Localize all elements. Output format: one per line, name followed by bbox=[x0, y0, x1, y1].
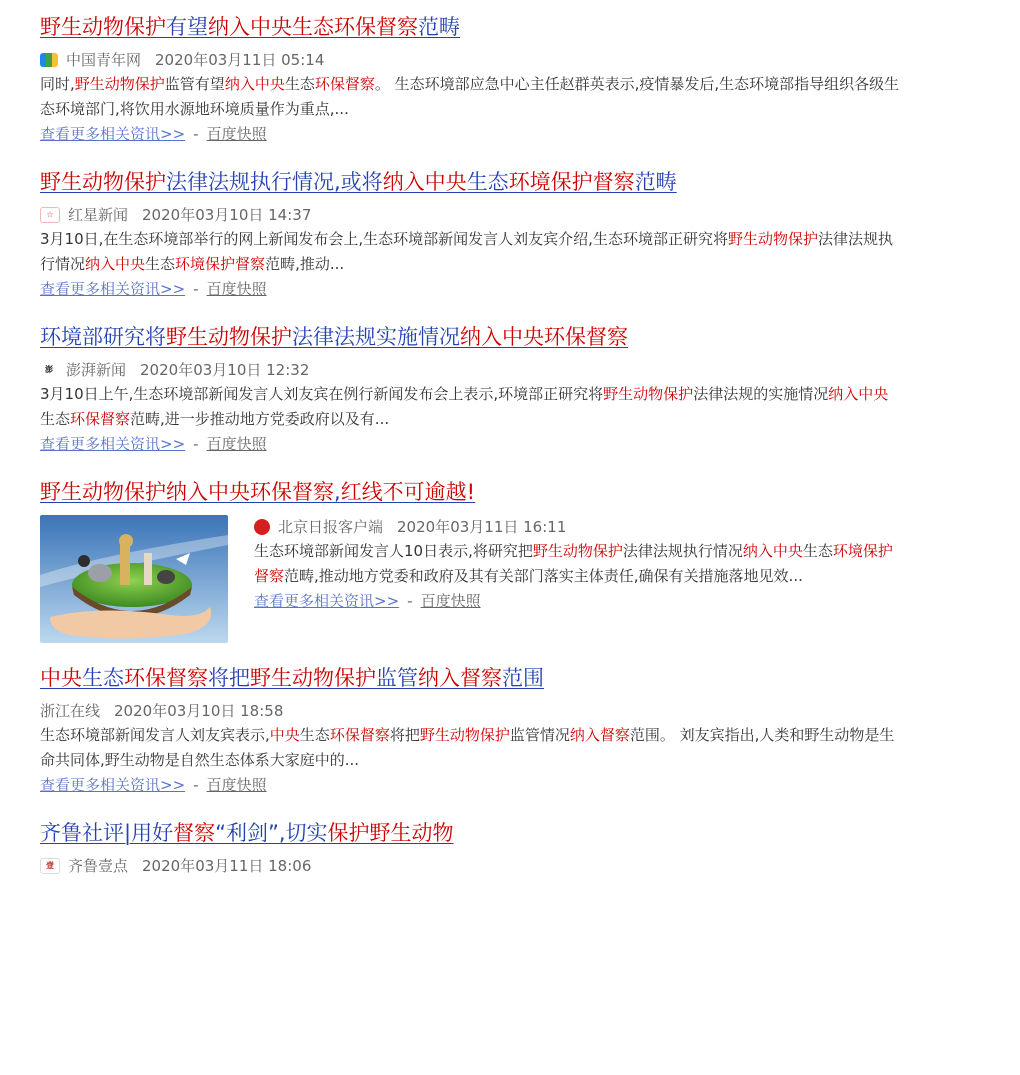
more-news-link[interactable]: 查看更多相关资讯>> bbox=[40, 125, 186, 143]
abstract-segment: 纳入中央 bbox=[742, 542, 803, 560]
qlyd-logo-icon: 壹 bbox=[40, 858, 60, 874]
title-segment: , bbox=[334, 480, 341, 504]
title-segment: 法律法规执行情况,或将 bbox=[166, 170, 383, 194]
title-segment: 环境部研究将 bbox=[40, 325, 166, 349]
link-separator: - bbox=[193, 435, 199, 453]
baidu-snapshot-link[interactable]: 百度快照 bbox=[206, 125, 267, 143]
news-abstract bbox=[40, 723, 900, 773]
title-segment: 保护野生动物 bbox=[327, 821, 454, 845]
title-segment: 范畴 bbox=[634, 170, 677, 194]
pengpai-logo-icon: 澎 bbox=[40, 363, 58, 377]
news-result bbox=[40, 165, 900, 302]
title-segment: 红线不可逾越! bbox=[340, 480, 476, 504]
abstract-segment: 生态 bbox=[284, 75, 315, 93]
hxxw-logo-icon: ☆ bbox=[40, 207, 60, 223]
abstract-segment: 纳入中央 bbox=[85, 255, 146, 273]
news-meta bbox=[40, 854, 900, 878]
news-title-link[interactable] bbox=[40, 816, 900, 850]
news-source: 澎湃新闻 bbox=[66, 361, 127, 379]
news-meta bbox=[40, 699, 900, 723]
more-news-link[interactable]: 查看更多相关资讯>> bbox=[40, 776, 186, 794]
baidu-snapshot-link[interactable]: 百度快照 bbox=[420, 592, 481, 610]
abstract-segment: 野生动物保护 bbox=[727, 230, 818, 248]
link-separator: - bbox=[193, 776, 199, 794]
title-segment: 范围 bbox=[502, 666, 544, 690]
news-title-link[interactable] bbox=[40, 475, 900, 509]
thumbnail-illustration bbox=[40, 515, 228, 643]
news-result bbox=[40, 10, 900, 147]
abstract-segment: 范围。 刘友宾指出,人类和野生动物是生命共同体,野生动物是自然生态体系大家庭中的... bbox=[40, 726, 895, 769]
abstract-segment: 范畴,推动地方党委和政府及其有关部门落实主体责任,确保有关措施落地见效... bbox=[284, 567, 803, 585]
news-meta bbox=[40, 358, 900, 382]
abstract-segment: 法律法规执行情况 bbox=[622, 542, 743, 560]
title-segment: 野生动物保护纳入中央环保督察 bbox=[40, 480, 334, 504]
result-links bbox=[40, 432, 900, 457]
abstract-segment: 生态 bbox=[145, 255, 176, 273]
abstract-segment: 野生动物保护 bbox=[419, 726, 510, 744]
news-time: 2020年03月11日 18:06 bbox=[142, 857, 312, 875]
news-meta bbox=[40, 48, 900, 72]
title-segment: 纳入中央生态 bbox=[208, 15, 334, 39]
title-segment: 环保督察 bbox=[334, 15, 418, 39]
title-segment: 有望 bbox=[166, 15, 208, 39]
title-segment: 监管 bbox=[376, 666, 418, 690]
title-segment: 范畴 bbox=[418, 15, 460, 39]
news-time: 2020年03月11日 16:11 bbox=[397, 518, 567, 536]
news-abstract bbox=[40, 227, 900, 277]
result-links bbox=[254, 589, 900, 614]
title-segment: 中央 bbox=[40, 666, 82, 690]
title-segment: 野生动物保护 bbox=[250, 666, 376, 690]
title-segment: 生态 bbox=[82, 666, 124, 690]
title-segment: 野生动物保护 bbox=[40, 170, 166, 194]
result-links bbox=[40, 277, 900, 302]
thumb-row bbox=[40, 515, 900, 643]
news-meta bbox=[40, 203, 900, 227]
news-abstract bbox=[254, 539, 900, 589]
abstract-segment: 纳入中央 bbox=[224, 75, 285, 93]
abstract-segment: 3月10日上午,生态环境部新闻发言人刘友宾在例行新闻发布会上表示,环境部正研究将 bbox=[40, 385, 604, 403]
news-source: 北京日报客户端 bbox=[278, 518, 384, 536]
news-title-link[interactable] bbox=[40, 320, 900, 354]
bjrb-logo-icon bbox=[254, 519, 270, 535]
search-results-list bbox=[40, 10, 900, 896]
news-abstract bbox=[40, 382, 900, 432]
result-links bbox=[40, 122, 900, 147]
thumb-body bbox=[254, 515, 900, 614]
news-result bbox=[40, 816, 900, 878]
abstract-segment: 野生动物保护 bbox=[532, 542, 623, 560]
link-separator: - bbox=[193, 125, 199, 143]
news-result bbox=[40, 661, 900, 798]
link-separator: - bbox=[193, 280, 199, 298]
abstract-segment: 法律法规的实施情况 bbox=[693, 385, 829, 403]
abstract-segment: 监管情况 bbox=[509, 726, 570, 744]
more-news-link[interactable]: 查看更多相关资讯>> bbox=[40, 435, 186, 453]
abstract-segment: 环保督察 bbox=[314, 75, 375, 93]
abstract-segment: 野生动物保护 bbox=[603, 385, 694, 403]
wildlife-globe-in-hand-image[interactable] bbox=[40, 515, 228, 643]
abstract-segment: 法律法规执行情况 bbox=[40, 230, 893, 273]
news-time: 2020年03月10日 14:37 bbox=[142, 206, 312, 224]
title-segment: 环保督察 bbox=[124, 666, 208, 690]
abstract-segment: 纳入中央 bbox=[828, 385, 889, 403]
abstract-segment: 环保督察 bbox=[70, 410, 131, 428]
news-title-link[interactable] bbox=[40, 165, 900, 199]
news-time: 2020年03月10日 12:32 bbox=[140, 361, 310, 379]
abstract-segment: 将把 bbox=[389, 726, 420, 744]
title-segment: 督察 bbox=[173, 821, 216, 845]
zqw-logo-icon bbox=[40, 53, 58, 67]
title-segment: 法律法规实施情况 bbox=[292, 325, 460, 349]
baidu-snapshot-link[interactable]: 百度快照 bbox=[206, 776, 267, 794]
abstract-segment: 生态 bbox=[802, 542, 833, 560]
title-segment: 生态 bbox=[466, 170, 509, 194]
news-result bbox=[40, 475, 900, 643]
title-segment: 纳入督察 bbox=[418, 666, 502, 690]
title-segment: 野生动物保护 bbox=[166, 325, 292, 349]
news-source: 齐鲁壹点 bbox=[68, 857, 129, 875]
abstract-segment: 环境保护督察 bbox=[254, 542, 893, 585]
title-segment: 将把 bbox=[208, 666, 250, 690]
abstract-segment: 生态 bbox=[299, 726, 330, 744]
baidu-snapshot-link[interactable]: 百度快照 bbox=[206, 280, 267, 298]
abstract-segment: 生态 bbox=[40, 410, 71, 428]
title-segment: 齐鲁社评|用好 bbox=[40, 821, 174, 845]
title-segment: 野生动物保护 bbox=[40, 15, 166, 39]
abstract-segment: 中央 bbox=[269, 726, 300, 744]
abstract-segment: 。 生态环境部应急中心主任赵群英表示,疫情暴发后,生态环境部指导组织各级生态环境部门,将饮用水源地环境质量作为重点,... bbox=[40, 75, 900, 118]
news-abstract bbox=[40, 72, 900, 122]
abstract-segment: 环保督察 bbox=[329, 726, 390, 744]
news-source: 中国青年网 bbox=[66, 51, 142, 69]
result-links bbox=[40, 773, 900, 798]
baidu-snapshot-link[interactable]: 百度快照 bbox=[206, 435, 267, 453]
news-source: 红星新闻 bbox=[68, 206, 129, 224]
abstract-segment: 监管有望 bbox=[164, 75, 225, 93]
title-segment: 纳入中央环保督察 bbox=[460, 325, 628, 349]
title-segment: “利剑”,切实 bbox=[215, 821, 328, 845]
news-time: 2020年03月10日 18:58 bbox=[114, 702, 284, 720]
news-title-link[interactable] bbox=[40, 661, 900, 695]
title-segment: 环境保护督察 bbox=[508, 170, 635, 194]
abstract-segment: 范畴,进一步推动地方党委政府以及有... bbox=[130, 410, 390, 428]
news-time: 2020年03月11日 05:14 bbox=[155, 51, 325, 69]
news-title-link[interactable] bbox=[40, 10, 900, 44]
abstract-segment: 范畴,推动... bbox=[265, 255, 345, 273]
abstract-segment: 纳入督察 bbox=[569, 726, 630, 744]
abstract-segment: 野生动物保护 bbox=[74, 75, 165, 93]
title-segment: 纳入中央 bbox=[382, 170, 467, 194]
abstract-segment: 生态环境部新闻发言人刘友宾表示, bbox=[40, 726, 270, 744]
more-news-link[interactable]: 查看更多相关资讯>> bbox=[254, 592, 400, 610]
abstract-segment: 同时, bbox=[40, 75, 75, 93]
link-separator: - bbox=[407, 592, 413, 610]
news-meta bbox=[254, 515, 900, 539]
abstract-segment: 生态环境部新闻发言人10日表示,将研究把 bbox=[254, 542, 533, 560]
news-result bbox=[40, 320, 900, 457]
abstract-segment: 3月10日,在生态环境部举行的网上新闻发布会上,生态环境部新闻发言人刘友宾介绍,生态环境部正研究将 bbox=[40, 230, 728, 248]
more-news-link[interactable]: 查看更多相关资讯>> bbox=[40, 280, 186, 298]
news-source: 浙江在线 bbox=[40, 702, 101, 720]
abstract-segment: 环境保护督察 bbox=[175, 255, 266, 273]
